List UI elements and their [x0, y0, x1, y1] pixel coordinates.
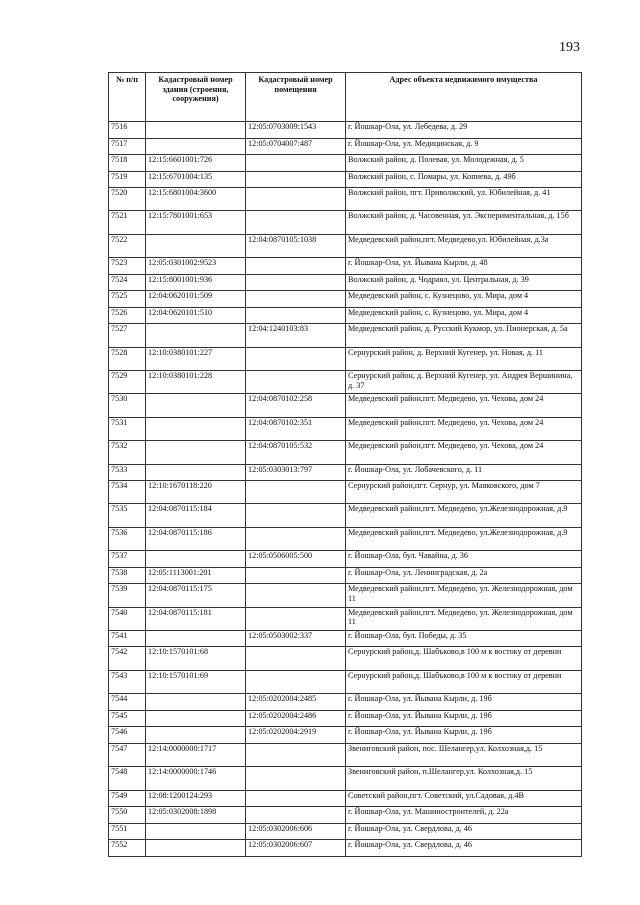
property-address: Звениговский район, пос. Шелангер,ул. Колхозная,д. 15: [346, 743, 582, 766]
room-cadastral-number: [246, 370, 346, 393]
row-number: 7542: [109, 647, 146, 670]
row-number: 7538: [109, 567, 146, 584]
property-address: г. Йошкар-Ола, ул. Йывана Кырли, д. 19б: [346, 710, 582, 727]
property-address: Сернурский район, д. Верхний Кугенер, ул. Андрея Вершинина, д. 37: [346, 370, 582, 393]
row-number: 7522: [109, 234, 146, 257]
table-row: [109, 840, 582, 857]
building-cadastral-number: 12:05:0302008:1898: [146, 807, 246, 824]
room-cadastral-number: [246, 481, 346, 504]
property-address: г. Йошкар-Ола, бул. Победы, д. 35: [346, 630, 582, 647]
building-cadastral-number: [146, 324, 246, 347]
table-row: [109, 567, 582, 584]
row-number: 7524: [109, 274, 146, 291]
page-number: 193: [559, 40, 580, 55]
property-address: г. Йошкар-Ола, ул. Медицинская, д. 9: [346, 138, 582, 155]
table-row: [109, 347, 582, 370]
room-cadastral-number: 12:05:0302006:606: [246, 823, 346, 840]
room-cadastral-number: [246, 767, 346, 790]
row-number: 7550: [109, 807, 146, 824]
building-cadastral-number: [146, 394, 246, 417]
building-cadastral-number: [146, 694, 246, 711]
table-row: [109, 171, 582, 188]
property-registry-table: [108, 72, 582, 857]
building-cadastral-number: [146, 417, 246, 440]
room-cadastral-number: 12:04:0870105:1038: [246, 234, 346, 257]
table-row: [109, 710, 582, 727]
property-address: Медведевский район,пгт. Медведево, ул. Чехова, дом 24: [346, 394, 582, 417]
property-address: Волжский район, с. Помары, ул. Копиева, д. 49б: [346, 171, 582, 188]
property-address: Сернурский район, д. Верхний Кугенер, ул. Новая, д. 11: [346, 347, 582, 370]
room-cadastral-number: 12:04:0870102:258: [246, 394, 346, 417]
row-number: 7551: [109, 823, 146, 840]
building-cadastral-number: 12:04:0620101:510: [146, 307, 246, 324]
building-cadastral-number: [146, 840, 246, 857]
table-row: [109, 807, 582, 824]
room-cadastral-number: 12:05:0202004:2485: [246, 694, 346, 711]
row-number: 7532: [109, 441, 146, 464]
property-address: Сернурский район,д. Шабъково,в 100 м к востоку от деревни: [346, 670, 582, 693]
building-cadastral-number: 12:15:8001001:936: [146, 274, 246, 291]
building-cadastral-number: 12:15:7801001:653: [146, 211, 246, 234]
room-cadastral-number: [246, 743, 346, 766]
table-row: [109, 122, 582, 139]
property-address: Медведевский район,пгт. Медведево, ул. Чехова, дом 24: [346, 441, 582, 464]
property-address: Волжский район, д. Часовенная, ул. Экспериментальная, д. 15б: [346, 211, 582, 234]
row-number: 7543: [109, 670, 146, 693]
building-cadastral-number: [146, 710, 246, 727]
room-cadastral-number: [246, 291, 346, 308]
table-row: [109, 630, 582, 647]
row-number: 7520: [109, 188, 146, 211]
room-cadastral-number: [246, 790, 346, 807]
building-cadastral-number: [146, 464, 246, 481]
building-cadastral-number: 12:10:1670118:220: [146, 481, 246, 504]
row-number: 7549: [109, 790, 146, 807]
property-address: г. Йошкар-Ола, ул. Лебедева, д. 29: [346, 122, 582, 139]
row-number: 7517: [109, 138, 146, 155]
column-header-room-cadastral: Кадастровый номер помещения: [246, 73, 346, 122]
table-row: [109, 307, 582, 324]
property-address: г. Йошкар-Ола, ул. Машиностроителей, д. 22а: [346, 807, 582, 824]
row-number: 7533: [109, 464, 146, 481]
row-number: 7547: [109, 743, 146, 766]
building-cadastral-number: 12:14:0000000:1717: [146, 743, 246, 766]
building-cadastral-number: [146, 234, 246, 257]
table-row: [109, 823, 582, 840]
room-cadastral-number: [246, 274, 346, 291]
row-number: 7540: [109, 607, 146, 630]
room-cadastral-number: 12:05:0303013:797: [246, 464, 346, 481]
table-row: [109, 464, 582, 481]
table-row: [109, 274, 582, 291]
room-cadastral-number: 12:05:0704007:487: [246, 138, 346, 155]
room-cadastral-number: 12:05:0202004:2486: [246, 710, 346, 727]
room-cadastral-number: [246, 307, 346, 324]
room-cadastral-number: [246, 155, 346, 172]
room-cadastral-number: 12:05:0503002:337: [246, 630, 346, 647]
building-cadastral-number: 12:05:0301002:9523: [146, 258, 246, 275]
table-row: [109, 138, 582, 155]
row-number: 7529: [109, 370, 146, 393]
room-cadastral-number: 12:04:0870105:532: [246, 441, 346, 464]
room-cadastral-number: [246, 607, 346, 630]
row-number: 7525: [109, 291, 146, 308]
row-number: 7544: [109, 694, 146, 711]
building-cadastral-number: [146, 122, 246, 139]
table-row: [109, 370, 582, 393]
row-number: 7541: [109, 630, 146, 647]
row-number: 7537: [109, 551, 146, 568]
property-address: г. Йошкар-Ола, ул. Йывана Кырли, д. 19б: [346, 727, 582, 744]
table-row: [109, 743, 582, 766]
row-number: 7523: [109, 258, 146, 275]
row-number: 7545: [109, 710, 146, 727]
property-address: г. Йошкар-Ола, ул. Свердлова, д. 46: [346, 840, 582, 857]
table-row: [109, 324, 582, 347]
table-row: [109, 727, 582, 744]
row-number: 7526: [109, 307, 146, 324]
building-cadastral-number: 12:15:6701004:135: [146, 171, 246, 188]
property-address: Волжский район, пгт. Приволжский, ул. Юбилейная, д. 41: [346, 188, 582, 211]
table-row: [109, 694, 582, 711]
property-address: г. Йошкар-Ола, ул. Йывана Кырли, д. 48: [346, 258, 582, 275]
table-row: [109, 258, 582, 275]
room-cadastral-number: [246, 188, 346, 211]
table-row: [109, 394, 582, 417]
property-address: Волжский район, д. Чодраял, ул. Центральная, д. 39: [346, 274, 582, 291]
room-cadastral-number: [246, 647, 346, 670]
row-number: 7535: [109, 504, 146, 527]
room-cadastral-number: 12:04:1240103:83: [246, 324, 346, 347]
room-cadastral-number: [246, 567, 346, 584]
room-cadastral-number: 12:05:0703009:1543: [246, 122, 346, 139]
building-cadastral-number: 12:10:1570101:68: [146, 647, 246, 670]
building-cadastral-number: 12:15:6801004:3600: [146, 188, 246, 211]
building-cadastral-number: 12:04:0870115:181: [146, 607, 246, 630]
table-row: [109, 155, 582, 172]
property-address: Медведевский район,пгт. Медведево, ул.Железнодорожная, д.9: [346, 527, 582, 550]
row-number: 7539: [109, 584, 146, 607]
building-cadastral-number: 12:10:0380101:228: [146, 370, 246, 393]
table-row: [109, 767, 582, 790]
column-header-number: № п/п: [109, 73, 146, 122]
property-address: г. Йошкар-Ола, бул. Чавайна, д. 36: [346, 551, 582, 568]
table-row: [109, 441, 582, 464]
building-cadastral-number: 12:04:0870115:184: [146, 504, 246, 527]
building-cadastral-number: [146, 441, 246, 464]
building-cadastral-number: 12:10:1570101:69: [146, 670, 246, 693]
table-row: [109, 504, 582, 527]
property-address: Медведевский район,пгт. Медведево,ул. Юбилейная, д.3а: [346, 234, 582, 257]
room-cadastral-number: 12:05:0302006:607: [246, 840, 346, 857]
building-cadastral-number: 12:04:0870115:186: [146, 527, 246, 550]
row-number: 7552: [109, 840, 146, 857]
room-cadastral-number: 12:04:0870102:351: [246, 417, 346, 440]
table-row: [109, 417, 582, 440]
property-address: Сернурский район,д. Шабъково,в 100 м к востоку от деревни: [346, 647, 582, 670]
row-number: 7521: [109, 211, 146, 234]
table-row: [109, 670, 582, 693]
column-header-building-cadastral: Кадастровый номер здания (строения, сооружения): [146, 73, 246, 122]
table-row: [109, 790, 582, 807]
row-number: 7548: [109, 767, 146, 790]
property-address: Медведевский район,пгт. Медведево, ул.Железнодорожная, д.9: [346, 504, 582, 527]
building-cadastral-number: [146, 727, 246, 744]
building-cadastral-number: [146, 138, 246, 155]
property-address: Медведевский район,пгт. Медведево, ул. Железнодорожная, дом 11: [346, 584, 582, 607]
property-address: Медведевский район, с. Кузнецово, ул. Мира, дом 4: [346, 291, 582, 308]
property-address: Волжский район, д. Полевая, ул. Молодежная, д. 5: [346, 155, 582, 172]
property-address: г. Йошкар-Ола, ул. Лобачевского, д. 11: [346, 464, 582, 481]
building-cadastral-number: 12:08:1200124:293: [146, 790, 246, 807]
building-cadastral-number: 12:14:0000000:1746: [146, 767, 246, 790]
building-cadastral-number: [146, 630, 246, 647]
table-row: [109, 551, 582, 568]
row-number: 7534: [109, 481, 146, 504]
row-number: 7528: [109, 347, 146, 370]
room-cadastral-number: [246, 211, 346, 234]
property-address: Сернурский район,пгт. Сернур, ул. Маяковского, дом 7: [346, 481, 582, 504]
building-cadastral-number: [146, 551, 246, 568]
table-row: [109, 234, 582, 257]
building-cadastral-number: 12:04:0870115:175: [146, 584, 246, 607]
property-address: Медведевский район, д. Русский Кукмор, ул. Пионерская, д. 5а: [346, 324, 582, 347]
property-address: Медведевский район,пгт. Медведево, ул. Чехова, дом 24: [346, 417, 582, 440]
property-address: г. Йошкар-Ола, ул. Йывана Кырли, д. 19б: [346, 694, 582, 711]
table-row: [109, 607, 582, 630]
property-address: г. Йошкар-Ола, ул. Свердлова, д. 46: [346, 823, 582, 840]
row-number: 7546: [109, 727, 146, 744]
building-cadastral-number: 12:05:1113001:201: [146, 567, 246, 584]
room-cadastral-number: [246, 807, 346, 824]
room-cadastral-number: [246, 670, 346, 693]
property-address: Звениговский район, п.Шелангер,ул. Колхозная,д. 15: [346, 767, 582, 790]
row-number: 7518: [109, 155, 146, 172]
building-cadastral-number: 12:04:0620101:509: [146, 291, 246, 308]
room-cadastral-number: 12:05:0202004:2919: [246, 727, 346, 744]
table-row: [109, 211, 582, 234]
row-number: 7527: [109, 324, 146, 347]
room-cadastral-number: [246, 527, 346, 550]
table-row: [109, 481, 582, 504]
room-cadastral-number: [246, 347, 346, 370]
table-row: [109, 188, 582, 211]
row-number: 7519: [109, 171, 146, 188]
row-number: 7531: [109, 417, 146, 440]
room-cadastral-number: 12:05:0506005:500: [246, 551, 346, 568]
room-cadastral-number: [246, 504, 346, 527]
building-cadastral-number: 12:10:0380101:227: [146, 347, 246, 370]
row-number: 7536: [109, 527, 146, 550]
row-number: 7530: [109, 394, 146, 417]
property-address: Советский район,пгт. Советский, ул.Садовая, д.4В: [346, 790, 582, 807]
table-row: [109, 291, 582, 308]
building-cadastral-number: [146, 823, 246, 840]
property-address: Медведевский район,пгт. Медведево, ул. Железнодорожная, дом 11: [346, 607, 582, 630]
table-row: [109, 584, 582, 607]
column-header-address: Адрес объекта недвижимого имущества: [346, 73, 582, 122]
row-number: 7516: [109, 122, 146, 139]
building-cadastral-number: 12:15:6601001:726: [146, 155, 246, 172]
property-address: г. Йошкар-Ола, ул. Ленинградская, д. 2а: [346, 567, 582, 584]
table-row: [109, 647, 582, 670]
room-cadastral-number: [246, 258, 346, 275]
room-cadastral-number: [246, 584, 346, 607]
table-row: [109, 527, 582, 550]
table-header-row: [109, 73, 582, 122]
property-address: Медведевский район, с. Кузнецово, ул. Мира, дом 4: [346, 307, 582, 324]
room-cadastral-number: [246, 171, 346, 188]
